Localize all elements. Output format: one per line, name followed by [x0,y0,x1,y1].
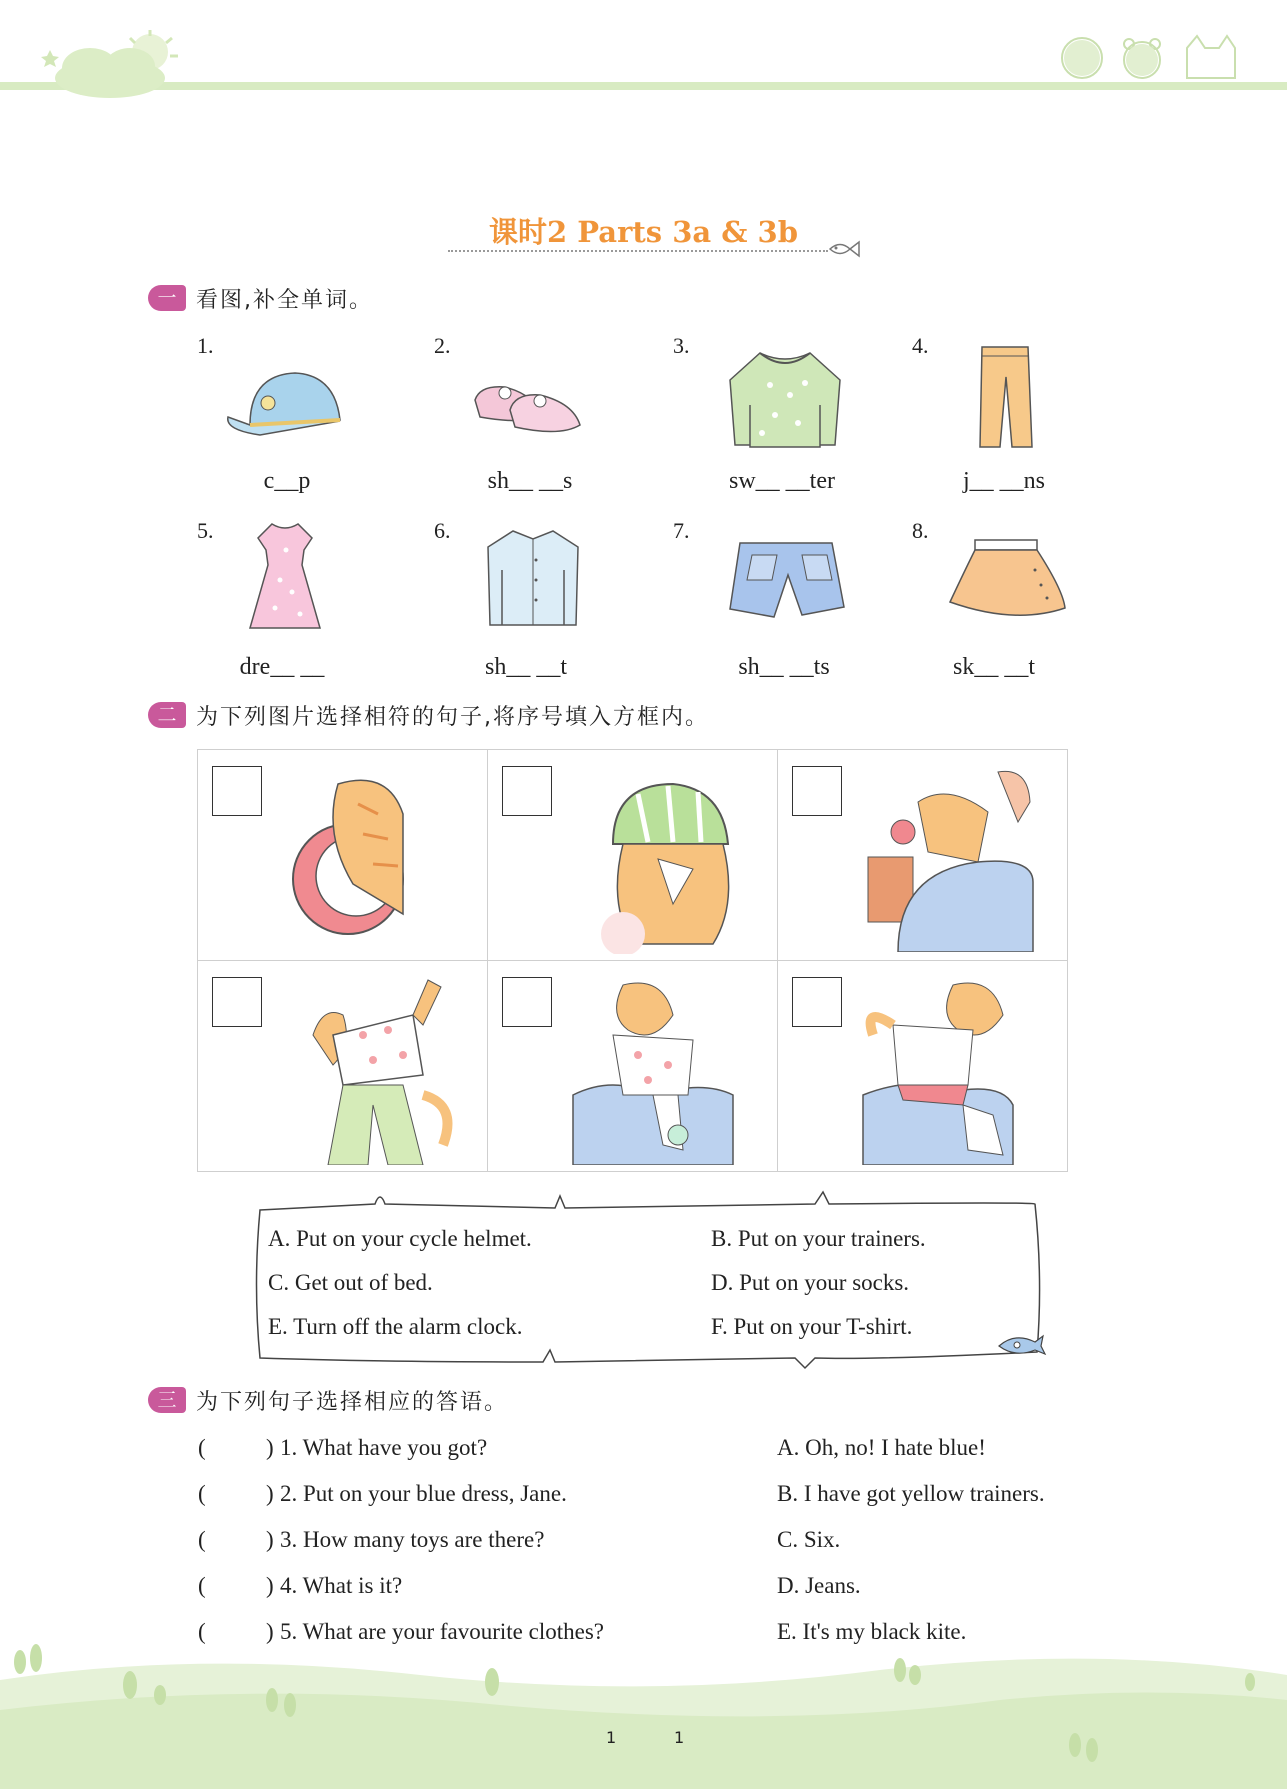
section2-badge: 二 [148,702,186,728]
shirt-icon [468,525,598,635]
item-number: 1. [197,333,214,358]
skirt-icon [945,530,1075,640]
title-underline [448,250,828,252]
animal-faces-icon [1047,28,1247,83]
option-item: A. Put on your cycle helmet. [268,1226,532,1251]
answer-paren-close: ) [266,1573,274,1598]
answer-paren-open[interactable]: ( [198,1527,206,1552]
option-item: E. Turn off the alarm clock. [268,1314,523,1339]
item-number: 2. [434,333,451,358]
section1-badge: 一 [148,285,186,311]
answer-box[interactable] [212,766,262,816]
question-item: 2. Put on your blue dress, Jane. [280,1481,567,1506]
answer-box[interactable] [502,977,552,1027]
answer-option: A. Oh, no! I hate blue! [777,1435,986,1460]
item-word: dre__ __ [239,654,325,680]
tiger-socks-icon [553,975,753,1165]
answer-paren-close: ) [266,1435,274,1460]
option-item: F. Put on your T-shirt. [711,1314,913,1339]
cap-icon [220,355,350,465]
jeans-icon [940,342,1070,452]
item-word: sh__ __t [484,654,567,680]
item-number: 7. [673,518,690,543]
option-item: D. Put on your socks. [711,1270,910,1295]
shoes-icon [465,355,595,465]
question-item: 4. What is it? [280,1573,403,1598]
answer-box[interactable] [792,766,842,816]
item-word: c__p [263,468,311,494]
picture-cell [488,961,778,1172]
answer-box[interactable] [212,977,262,1027]
item-number: 5. [197,518,214,543]
section3-instruction: 为下列句子选择相应的答语。 [196,1390,509,1415]
item-number: 4. [912,333,929,358]
item-word: sh__ __ts [738,654,830,680]
question-item: 5. What are your favourite clothes? [280,1619,604,1644]
hills-background [0,1640,1287,1789]
item-number: 8. [912,518,929,543]
tiger-alarm-clock-icon [278,764,478,954]
item-number: 3. [673,333,690,358]
tiger-in-bed-icon [858,762,1058,952]
item-word: sh__ __s [487,468,573,494]
tiger-tshirt-icon [273,975,473,1165]
picture-cell [198,961,488,1172]
picture-grid [197,749,1068,1172]
dress-icon [220,520,350,630]
page-number-right: 1 [674,1728,685,1747]
answer-paren-open[interactable]: ( [198,1619,206,1644]
page-title: 课时2 Parts 3a & 3b [489,215,798,249]
option-item: B. Put on your trainers. [711,1226,926,1251]
answer-option: D. Jeans. [777,1573,861,1598]
picture-cell [778,961,1068,1172]
question-item: 1. What have you got? [280,1435,488,1460]
question-item: 3. How many toys are there? [280,1527,545,1552]
item-word: j__ __ns [962,468,1045,494]
fish-icon [826,238,862,260]
rocket-icon [995,1330,1047,1358]
item-word: sk__ __t [952,654,1035,680]
answer-paren-open[interactable]: ( [198,1435,206,1460]
header-line [0,82,1287,90]
answer-paren-close: ) [266,1481,274,1506]
answer-box[interactable] [792,977,842,1027]
answer-box[interactable] [502,766,552,816]
answer-option: B. I have got yellow trainers. [777,1481,1045,1506]
answer-paren-open[interactable]: ( [198,1573,206,1598]
tiger-helmet-icon [563,764,763,954]
option-item: C. Get out of bed. [268,1270,433,1295]
page-number-left: 1 [606,1728,617,1747]
item-number: 6. [434,518,451,543]
section1-instruction: 看图,补全单词。 [196,288,373,313]
sweater-icon [720,345,850,455]
picture-cell [778,750,1068,961]
answer-paren-close: ) [266,1527,274,1552]
section3-badge: 三 [148,1387,186,1413]
answer-option: E. It's my black kite. [777,1619,967,1644]
item-word: sw__ __ter [729,468,835,494]
answer-paren-open[interactable]: ( [198,1481,206,1506]
answer-option: C. Six. [777,1527,841,1552]
shorts-icon [722,535,852,645]
tiger-trainers-icon [853,975,1053,1165]
picture-cell [198,750,488,961]
picture-cell [488,750,778,961]
answer-paren-close: ) [266,1619,274,1644]
section2-instruction: 为下列图片选择相符的句子,将序号填入方框内。 [196,705,709,730]
sun-cloud-icon [40,30,190,100]
